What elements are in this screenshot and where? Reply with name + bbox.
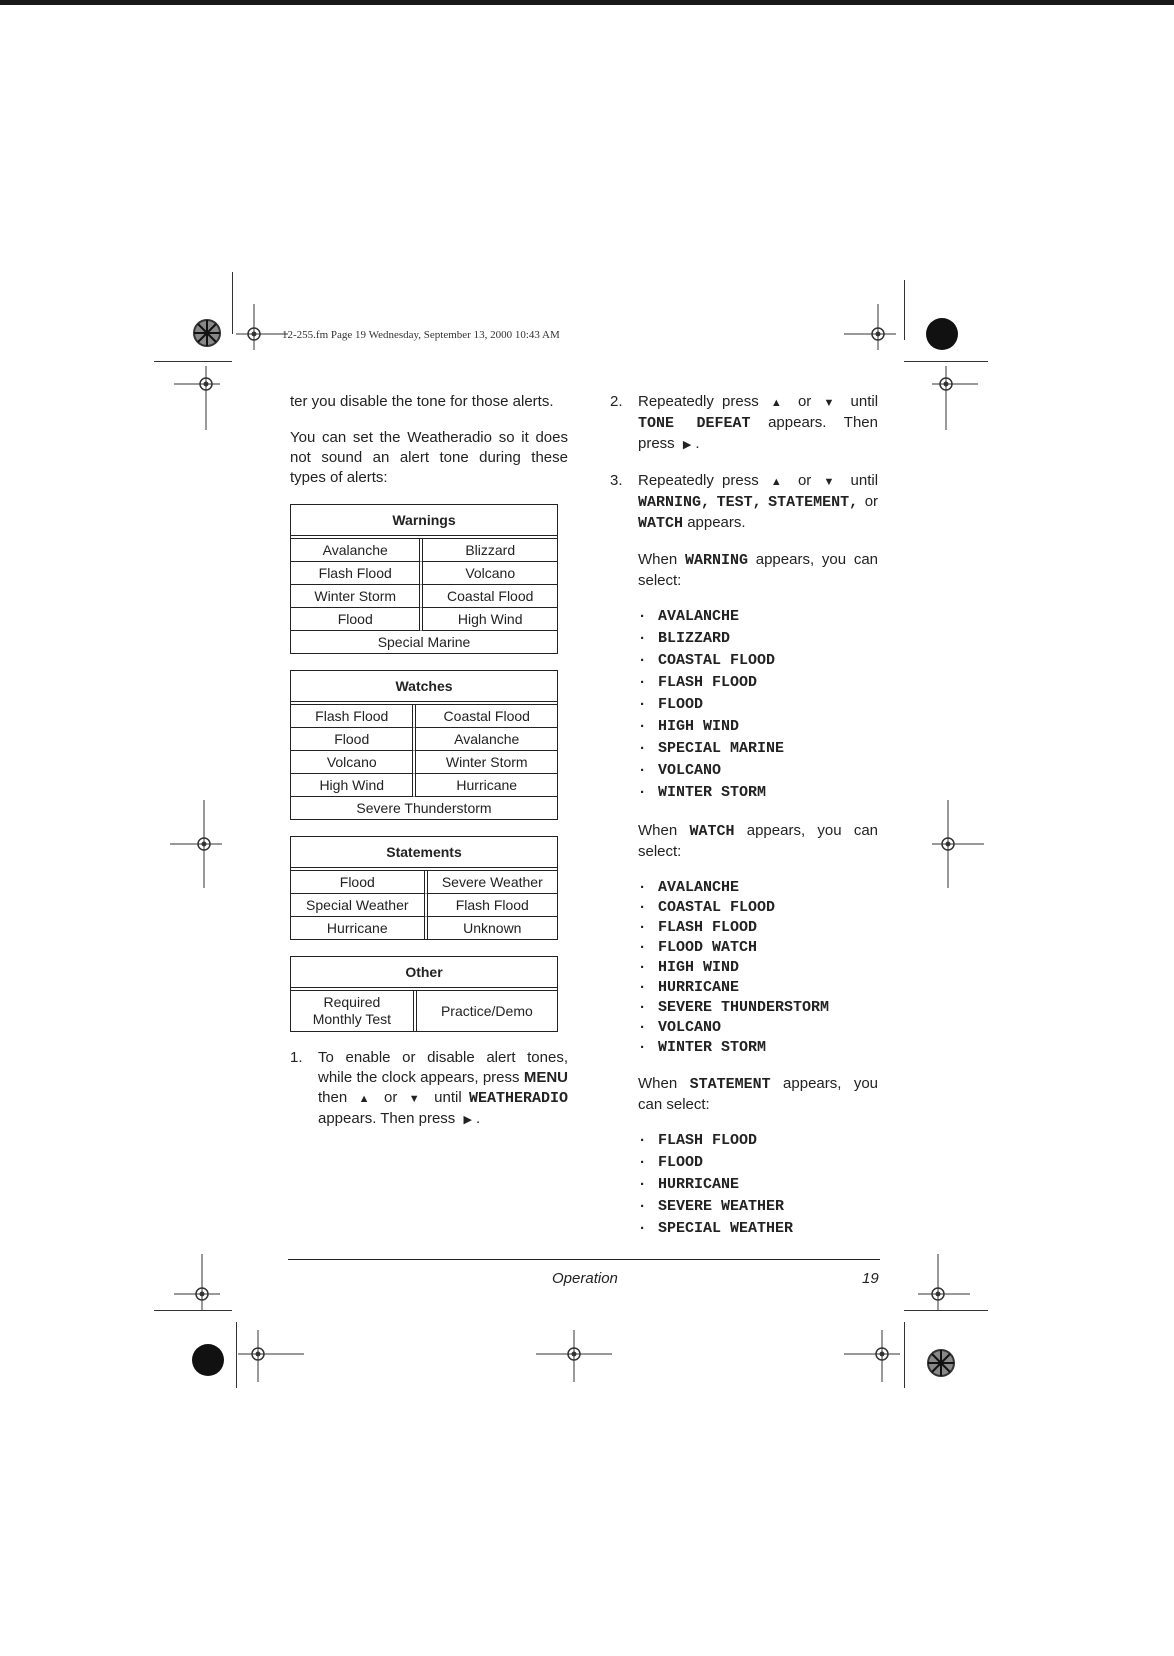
step-text: until: [434, 1089, 462, 1106]
up-arrow-icon: ▲: [358, 1093, 373, 1105]
crosshair-icon: [930, 364, 980, 434]
watches-title: Watches: [291, 671, 557, 705]
table-cell: Volcano: [291, 751, 416, 774]
crosshair-icon: [534, 1328, 614, 1384]
table-cell: Blizzard: [423, 539, 557, 562]
down-arrow-icon: ▼: [823, 397, 839, 409]
watch-options-list: [638, 878, 878, 1058]
table-cell: Unknown: [463, 920, 522, 936]
list-item: · BLIZZARD: [638, 629, 878, 651]
table-cell: Hurricane: [416, 774, 557, 797]
list-item: · FLASH FLOOD: [638, 1131, 878, 1153]
left-column: [290, 392, 568, 1146]
file-info-header: 12-255.fm Page 19 Wednesday, September 13, 2000 10:43 AM: [282, 329, 560, 341]
display-text: WATCH: [689, 823, 735, 840]
starburst-icon: [192, 318, 222, 348]
step-text: .: [695, 435, 700, 452]
page-number: 19: [862, 1270, 879, 1287]
table-cell: Special Marine: [377, 634, 471, 650]
registration-dot: [926, 318, 958, 350]
crosshair-icon: [930, 798, 986, 890]
step-text: To enable or disable alert tones, while the clock appears, press: [318, 1049, 568, 1086]
display-text: WATCH: [638, 515, 684, 532]
down-arrow-icon: ▼: [823, 476, 839, 488]
list-item: · SEVERE WEATHER: [638, 1197, 878, 1219]
menu-key: MENU: [523, 1069, 568, 1086]
intro-paragraph: You can set the Weatheradio so it does not sound an alert tone during these types of alerts:: [290, 429, 568, 486]
cell-line: Monthly Test: [312, 1011, 392, 1027]
list-item: · FLASH FLOOD: [638, 673, 878, 695]
table-cell: High Wind: [423, 608, 557, 631]
step-text: until: [850, 472, 879, 489]
step-number: 2.: [610, 393, 623, 410]
statements-table: [290, 836, 558, 940]
list-item: · FLOOD: [638, 1153, 878, 1175]
intro-text: When: [638, 1075, 678, 1092]
step-number: 1.: [290, 1049, 303, 1066]
crosshair-icon: [168, 798, 224, 890]
step-number: 3.: [610, 472, 623, 489]
list-item: · HURRICANE: [638, 978, 878, 998]
display-text: STATEMENT: [689, 1076, 771, 1093]
display-text: WARNING,: [638, 494, 711, 511]
table-cell: Severe Thunderstorm: [356, 800, 492, 816]
cell-line: Required: [323, 994, 381, 1010]
step-text: .: [475, 1110, 481, 1127]
crosshair-icon: [172, 364, 222, 434]
table-cell: Winter Storm: [416, 751, 557, 774]
list-item: · COASTAL FLOOD: [638, 898, 878, 918]
list-item: · WINTER STORM: [638, 1038, 878, 1058]
right-arrow-icon: ▶: [682, 439, 692, 451]
step-text: appears. Then press: [318, 1110, 456, 1127]
steps-list-left: [290, 1048, 568, 1130]
display-text: STATEMENT,: [768, 494, 859, 511]
list-item: · HURRICANE: [638, 1175, 878, 1197]
warning-options-list: [638, 607, 878, 805]
footer-section: Operation: [552, 1270, 618, 1287]
table-cell: Flood: [291, 608, 423, 631]
registration-dot: [192, 1344, 224, 1376]
list-item: · SPECIAL MARINE: [638, 739, 878, 761]
table-cell: Avalanche: [416, 728, 557, 751]
step-text: or: [797, 472, 812, 489]
table-cell: High Wind: [291, 774, 416, 797]
watches-table: [290, 670, 558, 820]
intro-text: appears, you can select:: [638, 822, 878, 860]
list-item: · COASTAL FLOOD: [638, 651, 878, 673]
other-title: Other: [291, 957, 557, 991]
table-cell: Practice/Demo: [440, 1002, 533, 1019]
table-cell: Flash Flood: [428, 894, 557, 917]
warnings-title: Warnings: [291, 505, 557, 539]
table-cell: [291, 991, 417, 1031]
list-item: · FLOOD WATCH: [638, 938, 878, 958]
list-item: · VOLCANO: [638, 1018, 878, 1038]
step-text: Repeatedly press: [638, 393, 759, 410]
crosshair-icon: [172, 1252, 222, 1312]
watch-intro: [610, 821, 878, 862]
step-text: Repeatedly press: [638, 472, 759, 489]
display-text: TONE DEFEAT: [638, 415, 751, 432]
table-cell: Flood: [291, 728, 416, 751]
step-text: until: [850, 393, 879, 410]
intro-text: When: [638, 551, 678, 568]
list-item: · HIGH WIND: [638, 717, 878, 739]
intro-text: appears, you can select:: [638, 551, 878, 589]
up-arrow-icon: ▲: [770, 476, 786, 488]
steps-list-right: [610, 392, 878, 534]
list-item: · VOLCANO: [638, 761, 878, 783]
table-cell: Special Weather: [291, 894, 428, 917]
step-text: appears.: [687, 514, 746, 531]
statement-options-list: [638, 1131, 878, 1241]
step-3: [610, 471, 878, 534]
list-item: · SPECIAL WEATHER: [638, 1219, 878, 1241]
right-arrow-icon: ▶: [463, 1114, 472, 1126]
starburst-icon: [926, 1348, 956, 1378]
list-item: · WINTER STORM: [638, 783, 878, 805]
table-cell: Winter Storm: [291, 585, 423, 608]
step-text: then: [318, 1089, 348, 1106]
statement-intro: [610, 1074, 878, 1115]
up-arrow-icon: ▲: [770, 397, 786, 409]
display-text: WARNING: [684, 552, 748, 569]
table-cell: Flood: [291, 871, 428, 894]
statements-title: Statements: [291, 837, 557, 871]
table-cell: Coastal Flood: [416, 705, 557, 728]
table-cell: Severe Weather: [428, 871, 557, 894]
table-cell: Avalanche: [291, 539, 423, 562]
other-table: [290, 956, 558, 1032]
warnings-table: [290, 504, 558, 654]
step-text: or: [864, 493, 879, 510]
crosshair-icon: [236, 1328, 306, 1384]
crosshair-icon: [842, 1328, 902, 1384]
down-arrow-icon: ▼: [408, 1093, 423, 1105]
top-border: [0, 0, 1174, 5]
intro-continued: ter you disable the tone for those alerts.: [290, 393, 554, 410]
intro-text: When: [638, 822, 678, 839]
step-1: [290, 1048, 568, 1130]
right-column: [610, 392, 878, 1257]
step-2: [610, 392, 878, 455]
crosshair-icon: [232, 300, 292, 352]
step-text: or: [384, 1089, 398, 1106]
list-item: · HIGH WIND: [638, 958, 878, 978]
table-cell: Coastal Flood: [423, 585, 557, 608]
table-cell: Flash Flood: [291, 562, 423, 585]
display-text: TEST,: [716, 494, 762, 511]
step-text: or: [797, 393, 812, 410]
warning-intro: [610, 550, 878, 591]
list-item: · AVALANCHE: [638, 878, 878, 898]
list-item: · SEVERE THUNDERSTORM: [638, 998, 878, 1018]
table-cell: Volcano: [423, 562, 557, 585]
crosshair-icon: [916, 1252, 972, 1312]
table-cell: Hurricane: [291, 917, 428, 939]
display-text: WEATHERADIO: [469, 1090, 569, 1107]
crosshair-icon: [840, 300, 900, 352]
table-cell: Flash Flood: [291, 705, 416, 728]
intro-text: appears, you can select:: [638, 1075, 879, 1113]
step-text: appears. Then press: [638, 414, 878, 452]
footer-rule: [288, 1259, 880, 1260]
list-item: · FLOOD: [638, 695, 878, 717]
list-item: · AVALANCHE: [638, 607, 878, 629]
list-item: · FLASH FLOOD: [638, 918, 878, 938]
